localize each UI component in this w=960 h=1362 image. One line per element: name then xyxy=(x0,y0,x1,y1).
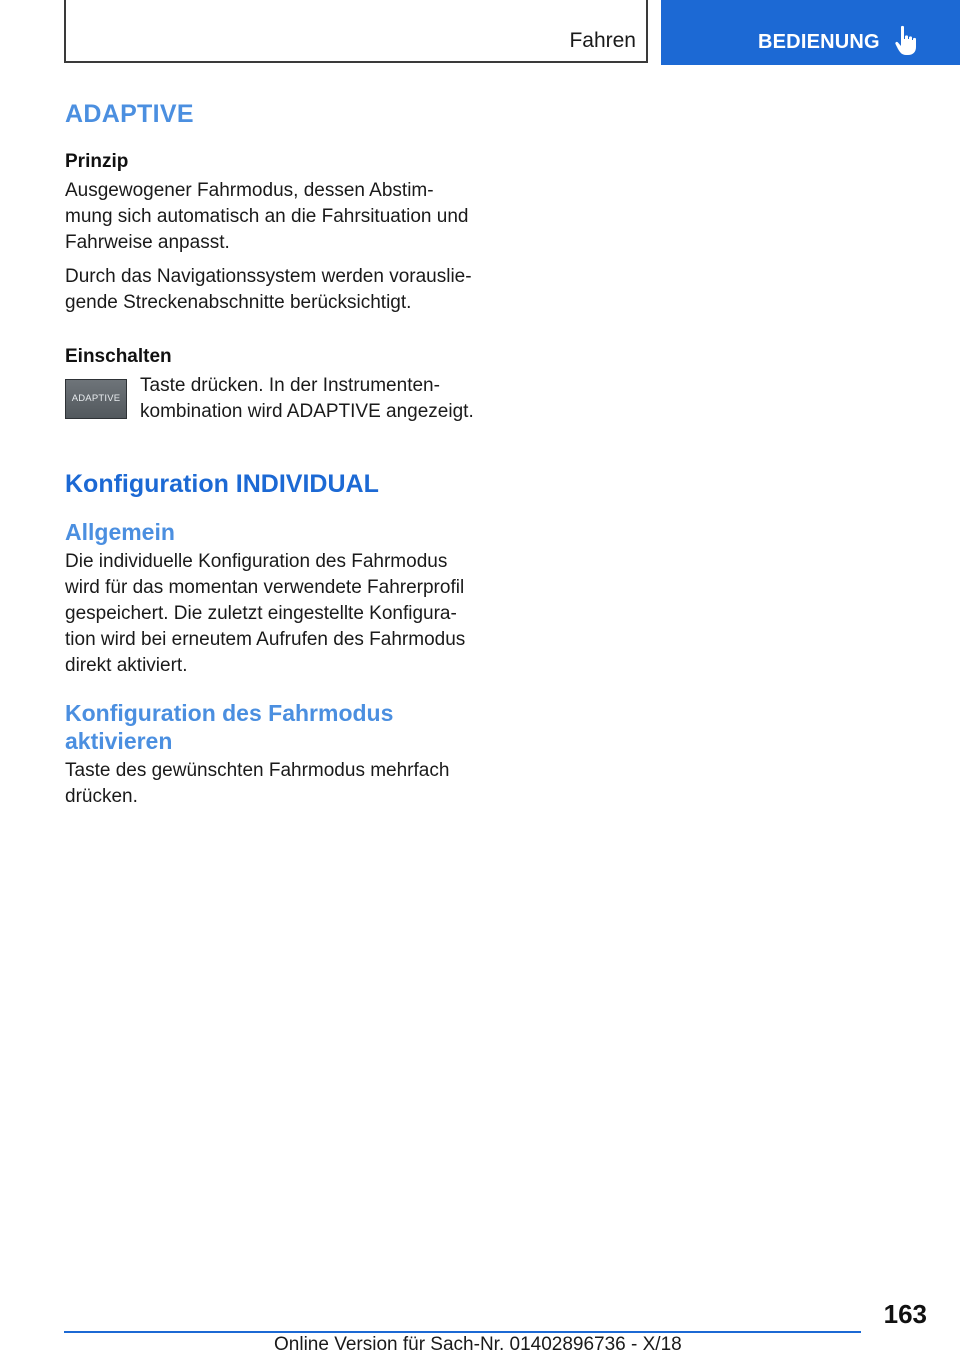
pointing-hand-icon xyxy=(894,25,922,57)
text-line: mung sich automatisch an die Fahrsituation und xyxy=(65,206,469,227)
section-tab[interactable] xyxy=(661,0,960,65)
prinzip-heading: Prinzip xyxy=(65,151,129,172)
text-line: direkt aktiviert. xyxy=(65,655,188,676)
text-line: Ausgewogener Fahrmodus, dessen Abstim- xyxy=(65,180,434,201)
aktivieren-paragraph xyxy=(65,758,480,810)
allgemein-heading: Allgemein xyxy=(65,519,175,545)
text-line: gespeichert. Die zuletzt eingestellte Konfigura- xyxy=(65,603,457,624)
header-chapter-box xyxy=(64,0,648,63)
prinzip-paragraph xyxy=(65,178,480,256)
page-number: 163 xyxy=(883,1299,927,1329)
text-line: Taste des gewünschten Fahrmodus mehrfach xyxy=(65,760,450,781)
chapter-title: Fahren xyxy=(569,29,636,52)
aktivieren-heading xyxy=(65,699,480,755)
einschalten-paragraph xyxy=(140,373,485,425)
text-line: gende Streckenabschnitte berücksichtigt. xyxy=(65,292,412,313)
text-line: wird für das momentan verwendete Fahrerprofil xyxy=(65,577,465,598)
text-line: Taste drücken. In der Instrumenten- xyxy=(140,375,440,396)
text-line: Fahrweise anpasst. xyxy=(65,232,230,253)
text-line: drücken. xyxy=(65,786,138,807)
individual-heading: Konfiguration INDIVIDUAL xyxy=(65,470,379,498)
allgemein-paragraph xyxy=(65,549,480,679)
navigation-paragraph xyxy=(65,264,480,316)
section-tab-label: BEDIENUNG xyxy=(758,31,880,53)
text-line: Durch das Navigationssystem werden vorauslie- xyxy=(65,266,472,287)
main-content xyxy=(65,98,480,810)
heading-line: aktivieren xyxy=(65,728,173,754)
einschalten-row xyxy=(65,373,480,429)
text-line: kombination wird ADAPTIVE angezeigt. xyxy=(140,401,474,422)
adaptive-heading: ADAPTIVE xyxy=(65,100,194,128)
adaptive-button-image: ADAPTIVE xyxy=(65,379,127,419)
heading-line: Konfiguration des Fahrmodus xyxy=(65,700,394,726)
text-line: Die individuelle Konfiguration des Fahrmodus xyxy=(65,551,448,572)
einschalten-heading: Einschalten xyxy=(65,346,172,367)
text-line: tion wird bei erneutem Aufrufen des Fahrmodus xyxy=(65,629,466,650)
online-version-link[interactable]: Online Version für Sach-Nr. 01402896736 - X/18 xyxy=(274,1334,682,1355)
